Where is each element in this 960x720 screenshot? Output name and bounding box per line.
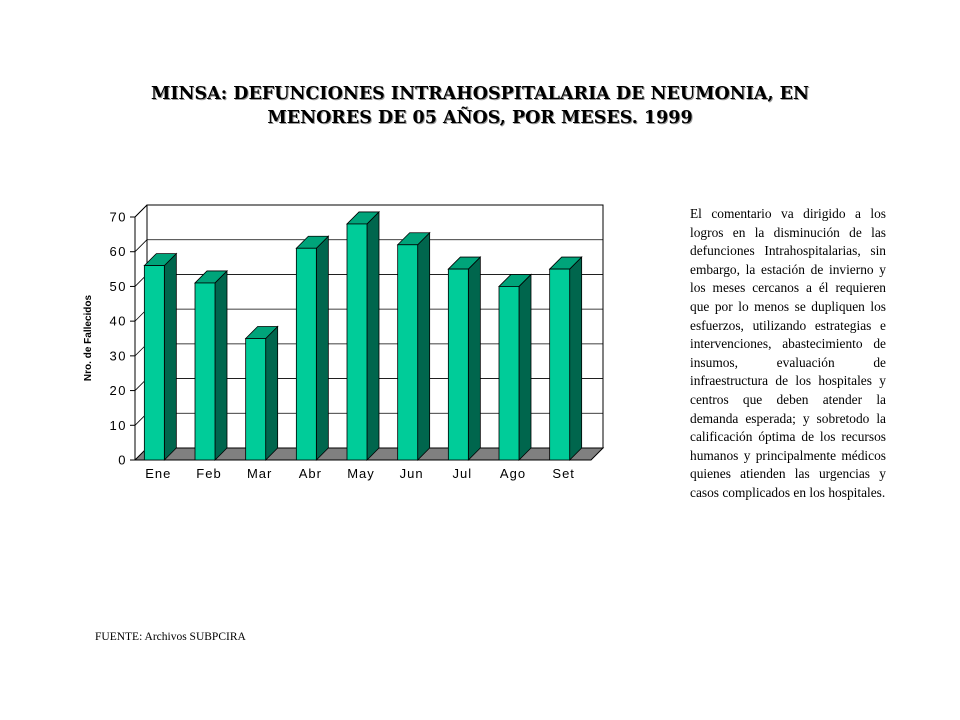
chart-title-line-1: MINSA: DEFUNCIONES INTRAHOSPITALARIA DE NEUMONIA, EN [150,84,810,104]
bar-front [398,245,418,460]
bar-side [316,236,328,460]
y-tick-label: 0 [118,452,127,468]
bar-front [144,266,164,460]
x-axis-ticks [145,466,575,481]
y-tick-label: 10 [109,417,127,433]
bar-side [519,274,531,460]
y-tick-label: 70 [109,209,127,225]
x-tick-label: Jun [399,466,424,481]
bar-side [164,254,176,460]
bar-front [195,283,215,460]
bar [398,233,430,460]
x-tick-label: Ene [145,466,172,481]
x-tick-label: Ago [499,466,527,481]
x-tick-label: Mar [246,466,273,481]
bar [448,257,480,460]
bar-front [296,248,316,460]
y-axis-label: Nro. de Fallecidos [83,294,94,382]
x-tick-label: Feb [196,466,222,481]
comment-text: El comentario va dirigido a los logros en la disminución de las defunciones Intrahospitalarias, sin embargo, la estación de invierno y los meses cercanos a él requieren que por lo menos se dupliquen los esfuerzos, utilizando estrategias e intervenciones, abastecimiento de insumos, evaluación de infraestructura de los hospitales y centros que deben atender la demanda esperada; y sobretodo la calificación óptima de los recursos humanos y principalmente médicos quienes atienden las urgencias y casos complicados en los hospitales. [690,206,886,500]
bar-front [347,224,367,460]
bar-front [550,269,570,460]
bar [499,274,531,460]
x-tick-label: May [347,466,375,481]
chart-title-line-2: MENORES DE 05 AÑOS, POR MESES. 1999 [267,108,693,128]
bar [195,271,227,460]
source-note: FUENTE: Archivos SUBPCIRA [95,631,246,643]
y-tick-label: 30 [109,348,127,364]
y-tick-label: 50 [109,278,127,294]
bar-side [570,257,582,460]
bar [246,327,278,461]
bar-side [418,233,430,460]
bar-front [499,286,519,460]
y-axis-ticks [110,210,135,468]
y-tick-label: 40 [109,313,127,329]
y-tick-label: 20 [109,383,127,399]
bar-front [246,339,266,461]
x-tick-label: Set [552,466,575,481]
bar-front [448,269,468,460]
y-tick-label: 60 [109,244,127,260]
bar-side [266,327,278,461]
bar [144,254,176,460]
gridline-side [135,205,147,217]
gridline-side [135,240,147,252]
bar-side [215,271,227,460]
x-tick-label: Abr [298,466,322,481]
bar [347,212,379,460]
bar [550,257,582,460]
bar-side [468,257,480,460]
bar-side [367,212,379,460]
bar [296,236,328,460]
x-tick-label: Jul [452,466,473,481]
